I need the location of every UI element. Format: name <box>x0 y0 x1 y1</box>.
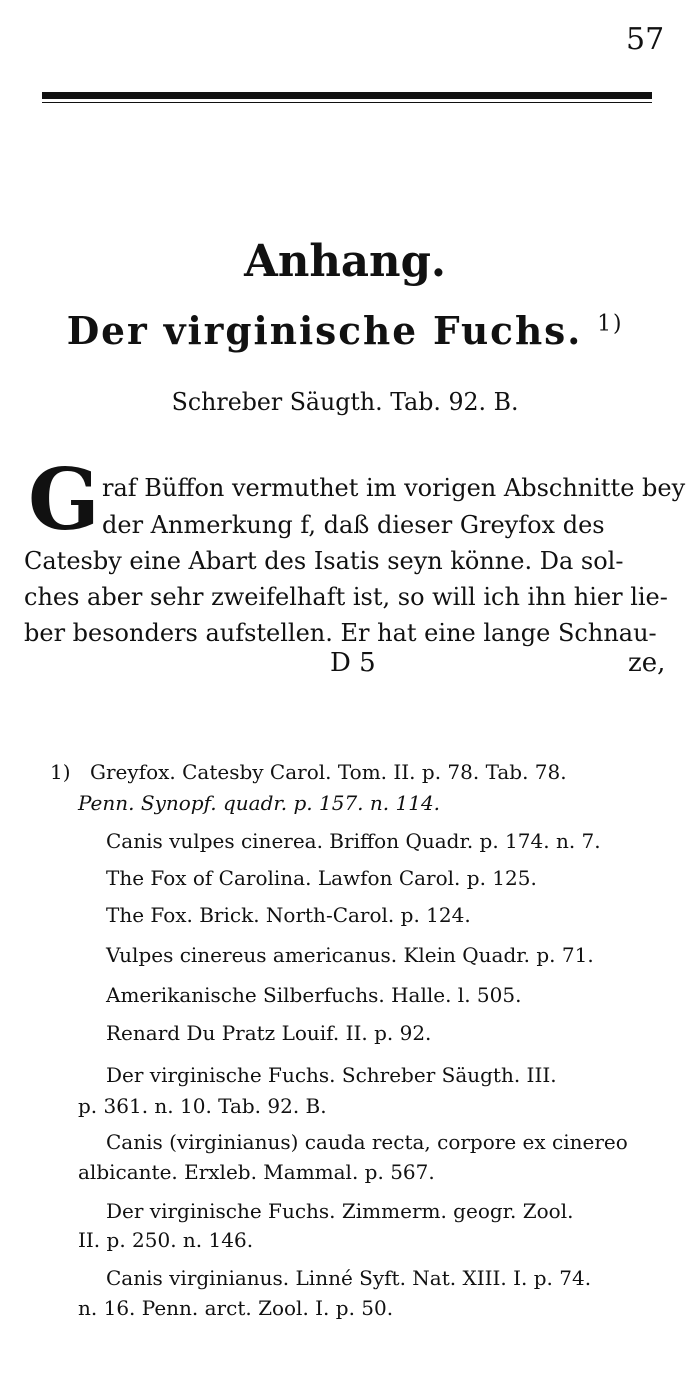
footnote-line: The Fox. Brick. North-Carol. p. 124. <box>106 903 471 927</box>
footnote-line: n. 16. Penn. arct. Zool. I. p. 50. <box>78 1296 394 1320</box>
footnote-line: The Fox of Carolina. Lawfon Carol. p. 125. <box>106 866 537 890</box>
drop-cap: G <box>28 450 100 549</box>
footnote-line: Canis vulpes cinerea. Briffon Quadr. p. 174. n. 7. <box>106 829 601 853</box>
chapter-title <box>0 308 690 353</box>
footnote-line: albicante. Erxleb. Mammal. p. 567. <box>78 1160 435 1184</box>
body-line: ber besonders aufstellen. Er hat eine lange Schnau- <box>24 619 657 647</box>
footnote-line: Vulpes cinereus americanus. Klein Quadr. p. 71. <box>106 943 594 967</box>
footnote-marker: 1) <box>597 311 624 337</box>
reference-line: Schreber Säugth. Tab. 92. B. <box>171 388 519 416</box>
footnote-line: Greyfox. Catesby Carol. Tom. II. p. 78. Tab. 78. <box>90 760 567 784</box>
header-rule-thin <box>42 102 652 103</box>
page-number: 57 <box>626 22 665 57</box>
footnote-line: Der virginische Fuchs. Zimmerm. geogr. Zool. <box>106 1199 574 1223</box>
body-line: raf Büffon vermuthet im vorigen Abschnitte bey <box>102 474 686 502</box>
signature-mark: D 5 <box>330 648 376 678</box>
body-line: ches aber sehr zweifelhaft ist, so will ich ihn hier lie- <box>24 583 668 611</box>
chapter-title-text: Der virginische Fuchs. <box>66 308 583 353</box>
footnote-line: Penn. Synopf. quadr. p. 157. n. 114. <box>78 791 441 815</box>
footnote-line: Der virginische Fuchs. Schreber Säugth. III. <box>106 1063 557 1087</box>
header-rule <box>42 92 652 99</box>
footnote-line: II. p. 250. n. 146. <box>78 1228 254 1252</box>
footnote-line: Canis virginianus. Linné Syft. Nat. XIII. I. p. 74. <box>106 1266 592 1290</box>
footnote-line: Renard Du Pratz Louif. II. p. 92. <box>106 1021 432 1045</box>
footnote-line: Canis (virginianus) cauda recta, corpore ex cinereo <box>106 1130 628 1154</box>
section-heading: Anhang. <box>244 236 447 287</box>
body-line: der Anmerkung f, daß dieser Greyfox des <box>102 511 605 539</box>
body-line: Catesby eine Abart des Isatis seyn könne. Da sol- <box>24 547 624 575</box>
catchword: ze, <box>628 648 666 678</box>
footnote-line: p. 361. n. 10. Tab. 92. B. <box>78 1094 327 1118</box>
footnote-line: Amerikanische Silberfuchs. Halle. l. 505. <box>106 983 522 1007</box>
footnote-number: 1) <box>50 760 71 784</box>
